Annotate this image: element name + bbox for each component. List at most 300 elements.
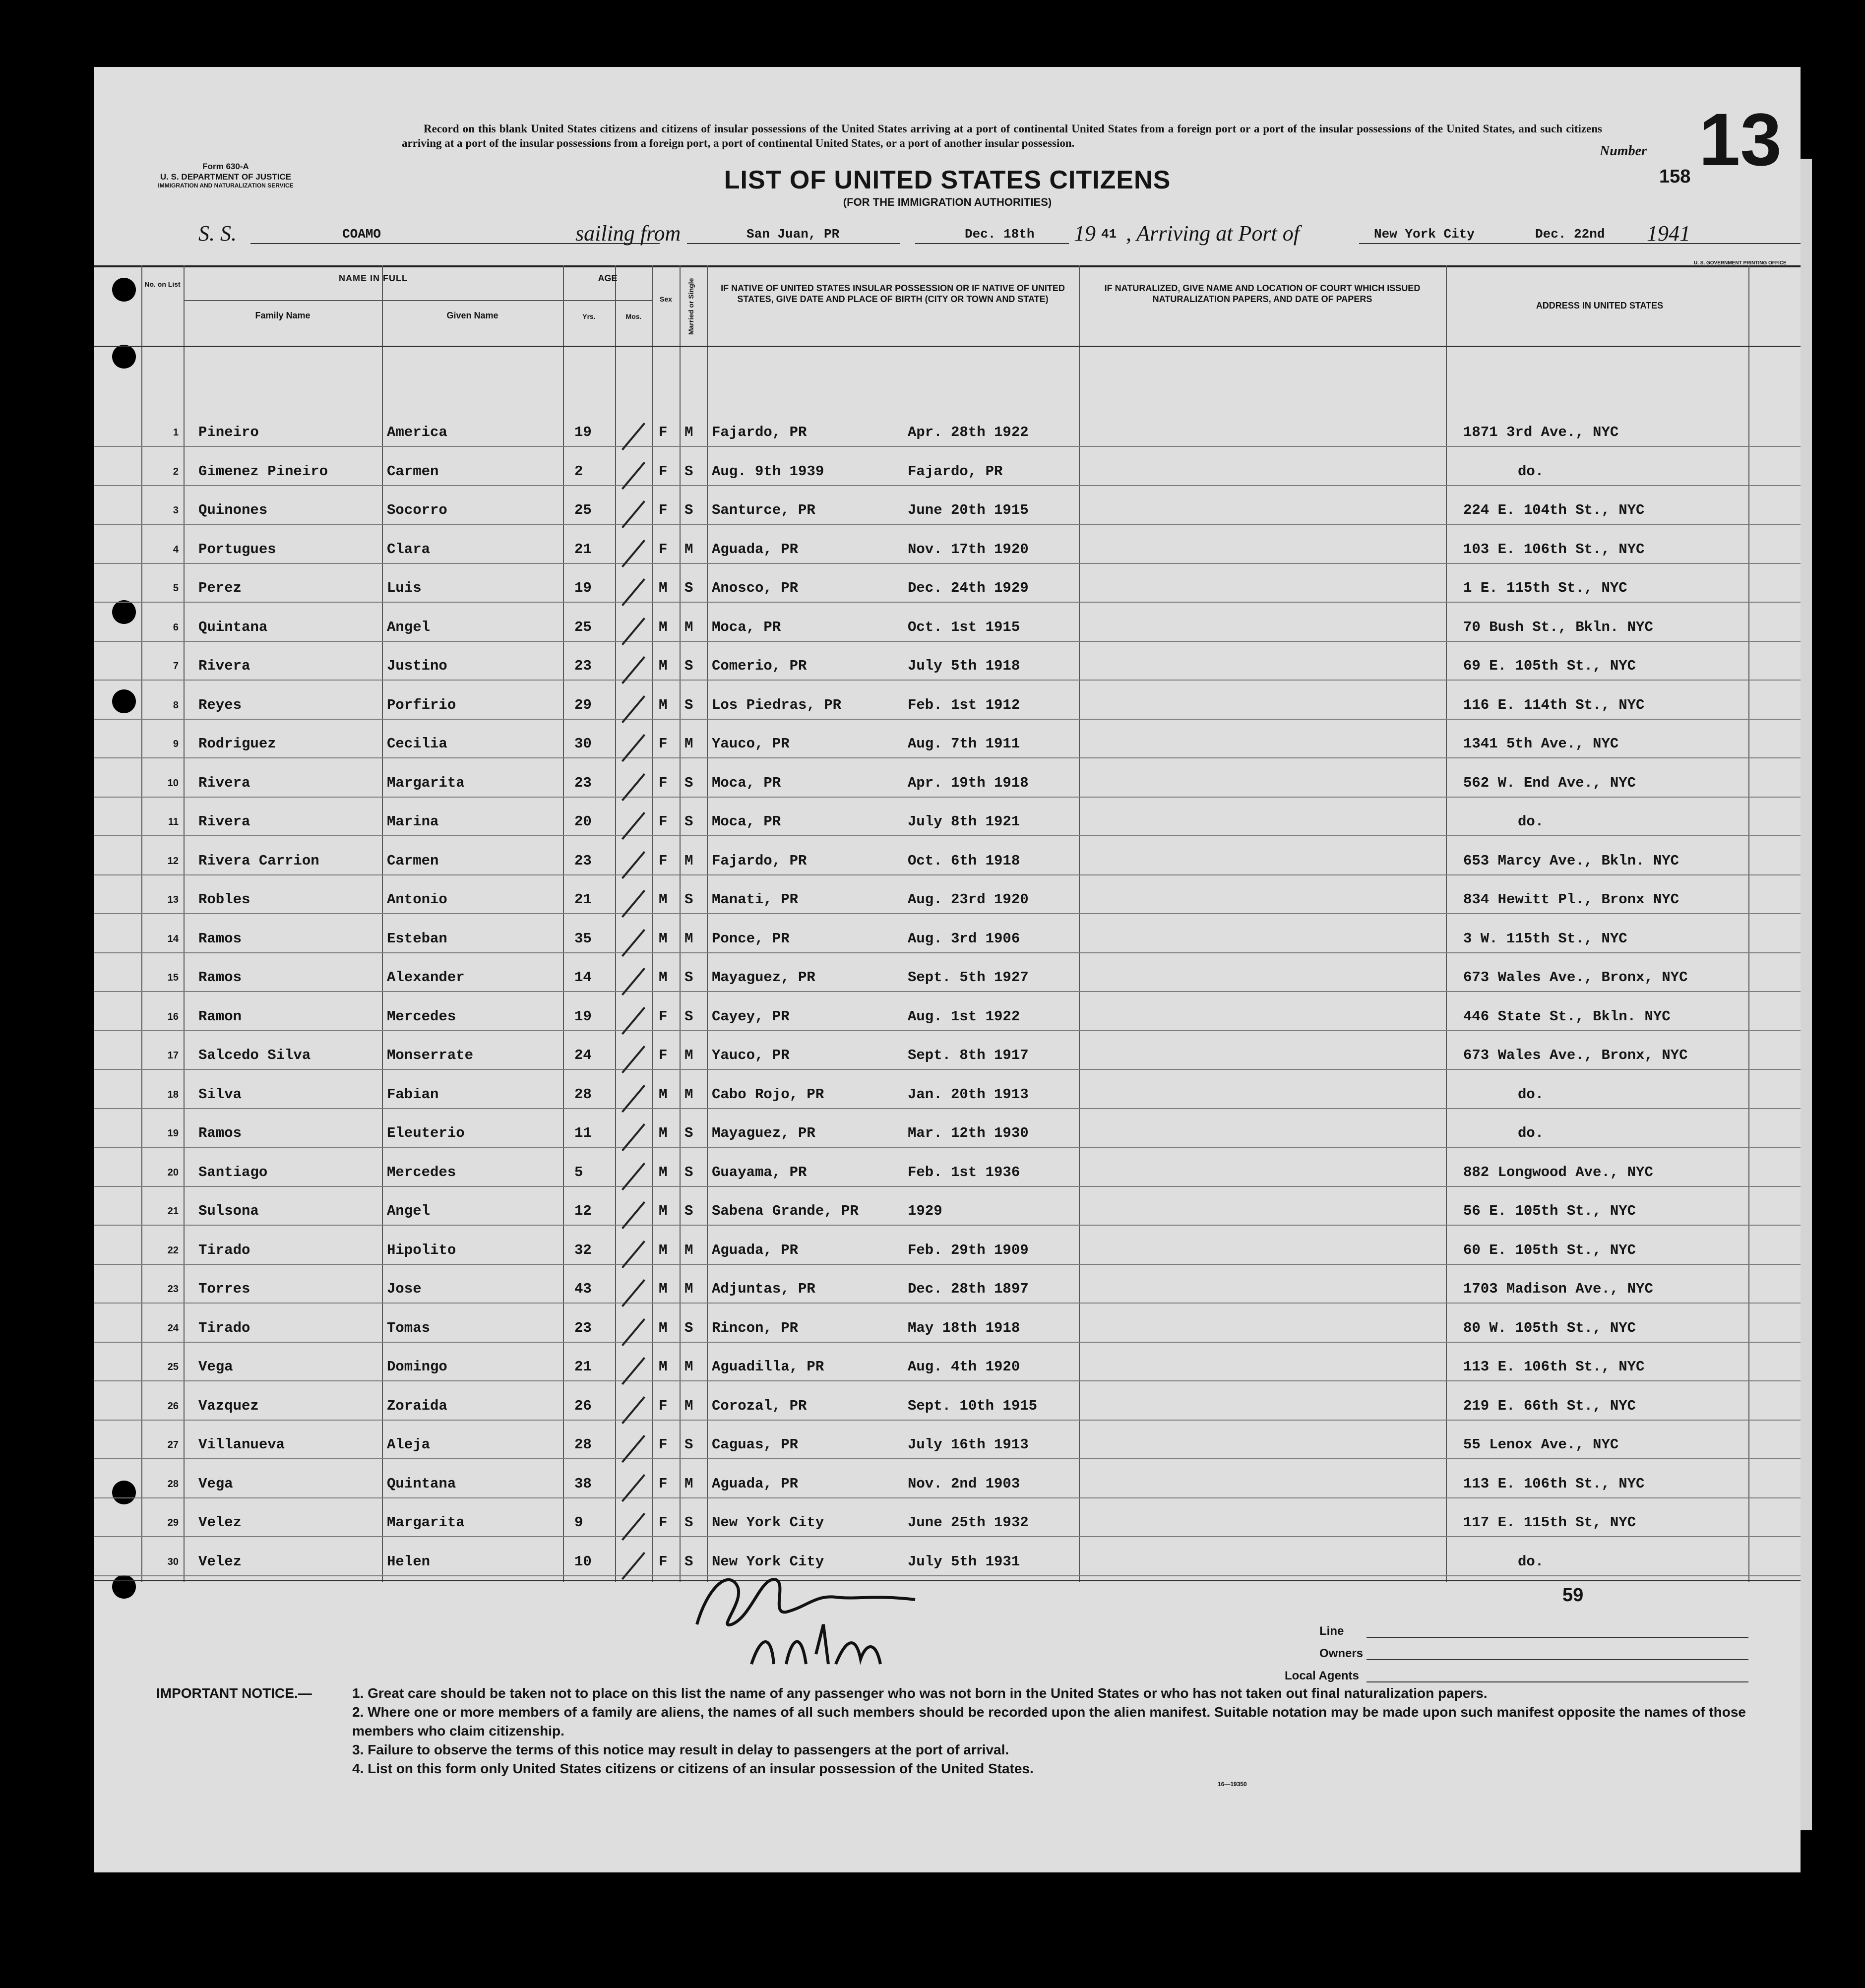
birth-date: Fajardo, PR: [908, 463, 1003, 480]
family-name: Velez: [198, 1514, 242, 1531]
birth-date: July 5th 1918: [908, 658, 1020, 674]
row-rule: [94, 1030, 1801, 1031]
address: 653 Marcy Ave., Bkln. NYC: [1463, 852, 1679, 869]
family-name: Ramon: [198, 1008, 242, 1025]
row-number: 2: [173, 466, 179, 477]
birth-date: 1929: [908, 1203, 942, 1219]
family-name: Vega: [198, 1475, 233, 1492]
port-of-departure: San Juan, PR: [746, 227, 840, 242]
given-name: Mercedes: [387, 1164, 456, 1180]
given-name: Angel: [387, 619, 431, 635]
service-name: IMMIGRATION AND NATURALIZATION SERVICE: [158, 182, 294, 189]
row-number: 7: [173, 661, 179, 672]
marital-status: S: [684, 580, 693, 596]
birth-date: May 18th 1918: [908, 1319, 1020, 1336]
birth-place: Moca, PR: [712, 774, 781, 791]
given-name: Tomas: [387, 1319, 431, 1336]
birth-place: Rincon, PR: [712, 1319, 799, 1336]
marital-status: S: [684, 1008, 693, 1025]
birth-date: Oct. 1st 1915: [908, 619, 1020, 635]
birth-date: Apr. 19th 1918: [908, 774, 1029, 791]
given-name: Helen: [387, 1553, 431, 1570]
row-number: 22: [167, 1244, 179, 1256]
row-rule: [94, 991, 1801, 992]
sex: F: [659, 736, 668, 752]
page-title: LIST OF UNITED STATES CITIZENS: [724, 166, 1171, 194]
birth-date: Dec. 28th 1897: [908, 1281, 1029, 1297]
header-no-on-list: No. on List: [144, 280, 181, 288]
age-years: 21: [574, 891, 592, 908]
header-mos: Mos.: [625, 312, 642, 320]
row-number: 29: [167, 1517, 179, 1528]
age-years: 25: [574, 502, 592, 518]
marital-status: S: [684, 1514, 693, 1531]
notice-item: 3. Failure to observe the terms of this notice may result in delay to passengers at the port of arrival.: [352, 1742, 1009, 1757]
age-years: 23: [574, 852, 592, 869]
column-rule: [563, 265, 564, 1582]
family-name: Robles: [198, 891, 250, 908]
sex: M: [659, 580, 668, 596]
marital-status: S: [684, 1553, 693, 1570]
family-name: Ramos: [198, 969, 242, 986]
address: 834 Hewitt Pl., Bronx NYC: [1463, 891, 1679, 908]
age-subheader-rule: [563, 300, 652, 301]
arrival-year: 1941: [1647, 221, 1690, 246]
row-number: 13: [167, 894, 179, 905]
sex: M: [659, 1242, 668, 1258]
birth-place: Mayaguez, PR: [712, 1125, 815, 1141]
row-rule: [94, 1147, 1801, 1148]
age-years: 2: [574, 463, 583, 480]
row-number: 26: [167, 1400, 179, 1412]
birth-date: Nov. 2nd 1903: [908, 1475, 1020, 1492]
sex: M: [659, 1319, 668, 1336]
marital-status: S: [684, 774, 693, 791]
column-rule: [707, 265, 708, 1582]
header-address: ADDRESS IN UNITED STATES: [1536, 301, 1664, 311]
marital-status: S: [684, 891, 693, 908]
sex: F: [659, 852, 668, 869]
row-rule: [94, 1342, 1801, 1343]
notice-item: 4. List on this form only United States citizens or citizens of an insular possession of the United States.: [352, 1761, 1034, 1776]
birth-place: Moca, PR: [712, 619, 781, 635]
marital-status: S: [684, 658, 693, 674]
marital-status: M: [684, 1475, 693, 1492]
marital-status: M: [684, 619, 693, 635]
age-years: 19: [574, 1008, 592, 1025]
row-rule: [94, 913, 1801, 914]
column-rule: [1079, 265, 1080, 1582]
family-name: Salcedo Silva: [198, 1047, 311, 1063]
row-rule: [94, 680, 1801, 681]
row-number: 8: [173, 699, 179, 711]
address: do.: [1518, 463, 1544, 480]
row-rule: [94, 524, 1801, 525]
birth-date: Aug. 7th 1911: [908, 736, 1020, 752]
birth-date: June 25th 1932: [908, 1514, 1029, 1531]
row-number: 30: [167, 1556, 179, 1567]
given-name: Zoraida: [387, 1397, 447, 1414]
birth-date: July 16th 1913: [908, 1436, 1029, 1453]
family-name: Silva: [198, 1086, 242, 1103]
header-given-name: Given Name: [446, 311, 498, 320]
birth-date: Aug. 23rd 1920: [908, 891, 1029, 908]
birth-date: Aug. 4th 1920: [908, 1359, 1020, 1375]
age-years: 19: [574, 424, 592, 440]
address: 3 W. 115th St., NYC: [1463, 930, 1627, 947]
family-name: Santiago: [198, 1164, 268, 1180]
family-name: Perez: [198, 580, 242, 596]
column-rule: [141, 265, 142, 1582]
marital-status: S: [684, 1319, 693, 1336]
line-field: [1367, 1637, 1748, 1638]
row-rule: [94, 563, 1801, 564]
table-top-rule: [94, 265, 1801, 267]
marital-status: S: [684, 1125, 693, 1141]
family-name: Sulsona: [198, 1203, 259, 1219]
family-name: Rivera: [198, 813, 250, 830]
address: 1 E. 115th St., NYC: [1463, 580, 1627, 596]
row-rule: [94, 1264, 1801, 1265]
sex: F: [659, 1514, 668, 1531]
marital-status: M: [684, 424, 693, 440]
birth-date: Dec. 24th 1929: [908, 580, 1029, 596]
row-number: 15: [167, 972, 179, 983]
sex: M: [659, 1281, 668, 1297]
address: 562 W. End Ave., NYC: [1463, 774, 1636, 791]
local-agents-field: [1367, 1681, 1748, 1682]
age-years: 25: [574, 619, 592, 635]
given-name: Angel: [387, 1203, 431, 1219]
marital-status: M: [684, 1281, 693, 1297]
marital-status: S: [684, 1164, 693, 1180]
punch-hole: [112, 689, 136, 713]
birth-date: Oct. 6th 1918: [908, 852, 1020, 869]
age-years: 32: [574, 1242, 592, 1258]
age-years: 23: [574, 1319, 592, 1336]
birth-place: Aguada, PR: [712, 1242, 799, 1258]
column-rule: [1748, 265, 1749, 1582]
address: 882 Longwood Ave., NYC: [1463, 1164, 1653, 1180]
punch-hole: [112, 1575, 136, 1599]
row-rule: [94, 446, 1801, 447]
sex: M: [659, 1203, 668, 1219]
row-rule: [94, 719, 1801, 720]
punch-hole: [112, 345, 136, 369]
address: 55 Lenox Ave., NYC: [1463, 1436, 1619, 1453]
birth-date: July 5th 1931: [908, 1553, 1020, 1570]
age-years: 29: [574, 696, 592, 713]
address: 113 E. 106th St., NYC: [1463, 1359, 1645, 1375]
row-number: 16: [167, 1011, 179, 1022]
notice-item: 2. Where one or more members of a family are aliens, the names of all such members should be recorded upon the alien manifest. Suitable notation may be made upon such manifest opposite the names of those members who claim citizenship.: [352, 1704, 1746, 1739]
row-number: 14: [167, 933, 179, 944]
birth-date: Feb. 29th 1909: [908, 1242, 1029, 1258]
family-name: Ramos: [198, 1125, 242, 1141]
given-name: Socorro: [387, 502, 447, 518]
row-rule: [94, 485, 1801, 486]
row-number: 10: [167, 777, 179, 789]
marital-status: M: [684, 541, 693, 558]
row-number: 3: [173, 505, 179, 516]
family-name: Velez: [198, 1553, 242, 1570]
row-number: 5: [173, 583, 179, 594]
row-number: 6: [173, 621, 179, 633]
birth-place: Moca, PR: [712, 813, 781, 830]
row-rule: [94, 1069, 1801, 1070]
handwritten-list-number: 13: [1699, 98, 1782, 181]
family-name: Portugues: [198, 541, 276, 558]
birth-date: Nov. 17th 1920: [908, 541, 1029, 558]
birth-date: Feb. 1st 1936: [908, 1164, 1020, 1180]
age-years: 21: [574, 1359, 592, 1375]
row-rule: [94, 1497, 1801, 1498]
row-number: 24: [167, 1322, 179, 1334]
family-name: Torres: [198, 1281, 250, 1297]
given-name: Justino: [387, 658, 447, 674]
row-rule: [94, 1380, 1801, 1381]
age-years: 30: [574, 736, 592, 752]
family-name: Rivera Carrion: [198, 852, 319, 869]
sex: F: [659, 1008, 668, 1025]
number-label: Number: [1600, 143, 1647, 159]
marital-status: M: [684, 1359, 693, 1375]
date-underline: [915, 243, 1069, 244]
birth-place: Santurce, PR: [712, 502, 815, 518]
marital-status: M: [684, 1242, 693, 1258]
birth-date: Feb. 1st 1912: [908, 696, 1020, 713]
punch-hole: [112, 278, 136, 302]
given-name: Fabian: [387, 1086, 439, 1103]
family-name: Rivera: [198, 658, 250, 674]
birth-place: Fajardo, PR: [712, 852, 807, 869]
notice-item: 1. Great care should be taken not to place on this list the name of any passenger who was not born in the United States or who has not taken out final naturalization papers.: [352, 1685, 1488, 1701]
address: 70 Bush St., Bkln. NYC: [1463, 619, 1653, 635]
birth-place: Mayaguez, PR: [712, 969, 815, 986]
age-years: 43: [574, 1281, 592, 1297]
name-subheader-rule: [184, 300, 563, 301]
departure-year: 41: [1101, 227, 1117, 242]
age-years: 19: [574, 580, 592, 596]
sex: F: [659, 774, 668, 791]
document-code: 16—19350: [1218, 1781, 1247, 1788]
address: 103 E. 106th St., NYC: [1463, 541, 1645, 558]
family-name: Villanueva: [198, 1436, 285, 1453]
given-name: Clara: [387, 541, 431, 558]
sex: M: [659, 658, 668, 674]
birth-date: Aug. 1st 1922: [908, 1008, 1020, 1025]
ship-name: COAMO: [342, 227, 381, 242]
marital-status: S: [684, 813, 693, 830]
age-years: 5: [574, 1164, 583, 1180]
address: 80 W. 105th St., NYC: [1463, 1319, 1636, 1336]
birth-place: Aug. 9th 1939: [712, 463, 824, 480]
gpo-mark: U. S. GOVERNMENT PRINTING OFFICE: [1694, 260, 1787, 266]
footer-number: 59: [1562, 1585, 1584, 1606]
address: 116 E. 114th St., NYC: [1463, 696, 1645, 713]
birth-place: New York City: [712, 1553, 824, 1570]
given-name: Jose: [387, 1281, 422, 1297]
sex: M: [659, 969, 668, 986]
marital-status: M: [684, 1086, 693, 1103]
sex: M: [659, 891, 668, 908]
header-yrs: Yrs.: [582, 312, 596, 320]
form-instructions: Record on this blank United States citizens and citizens of insular possessions of the United States arriving at a port of continental United States from a foreign port or a port of the insular possessions of the United States, and such citizens arriving at a port of the insular possessions from a foreign port, a port of continental United States, or a port of another insular possession.: [402, 123, 1602, 149]
page-number: 158: [1659, 166, 1691, 187]
row-rule: [94, 874, 1801, 875]
birth-place: Cabo Rojo, PR: [712, 1086, 824, 1103]
header-sex: Sex: [660, 295, 672, 303]
header-bottom-rule: [94, 346, 1801, 347]
birth-place: Caguas, PR: [712, 1436, 799, 1453]
given-name: Monserrate: [387, 1047, 474, 1063]
sex: F: [659, 1047, 668, 1063]
marital-status: S: [684, 1436, 693, 1453]
sex: M: [659, 1086, 668, 1103]
birth-place: Guayama, PR: [712, 1164, 807, 1180]
address: 69 E. 105th St., NYC: [1463, 658, 1636, 674]
row-number: 19: [167, 1128, 179, 1139]
manifest-sheet: [94, 67, 1801, 1872]
address: do.: [1518, 1553, 1544, 1570]
given-name: Quintana: [387, 1475, 456, 1492]
row-number: 1: [173, 427, 179, 438]
given-name: Carmen: [387, 463, 439, 480]
owners-label: Owners: [1319, 1647, 1364, 1660]
birth-place: Anosco, PR: [712, 580, 799, 596]
address: 1703 Madison Ave., NYC: [1463, 1281, 1653, 1297]
header-naturalized: IF NATURALIZED, GIVE NAME AND LOCATION OF COURT WHICH ISSUED NATURALIZATION PAPERS, AND DATE OF PAPERS: [1104, 283, 1421, 304]
handwritten-signature: [687, 1515, 1004, 1679]
port-of-arrival: New York City: [1374, 227, 1475, 242]
row-number: 20: [167, 1167, 179, 1178]
given-name: Porfirio: [387, 696, 456, 713]
birth-date: Sept. 10th 1915: [908, 1397, 1038, 1414]
family-name: Tirado: [198, 1242, 250, 1258]
birth-place: Adjuntas, PR: [712, 1281, 815, 1297]
header-family-name: Family Name: [255, 311, 311, 320]
notice-heading: IMPORTANT NOTICE.—: [156, 1685, 312, 1701]
birth-date: Sept. 5th 1927: [908, 969, 1029, 986]
sex: F: [659, 1397, 668, 1414]
row-number: 18: [167, 1089, 179, 1100]
given-name: Mercedes: [387, 1008, 456, 1025]
birth-place: Manati, PR: [712, 891, 799, 908]
year-prefix: 19: [1074, 221, 1096, 246]
ss-label: S. S.: [198, 221, 237, 246]
local-agents-label: Local Agents: [1285, 1669, 1359, 1682]
address: do.: [1518, 1125, 1544, 1141]
marital-status: S: [684, 969, 693, 986]
birth-date: Apr. 28th 1922: [908, 424, 1029, 440]
header-birth: IF NATIVE OF UNITED STATES INSULAR POSSESSION OR IF NATIVE OF UNITED STATES, GIVE DATE AND PLACE OF BIRTH (CITY OR TOWN AND STATE): [721, 283, 1065, 304]
address: 113 E. 106th St., NYC: [1463, 1475, 1645, 1492]
age-years: 12: [574, 1203, 592, 1219]
row-rule: [94, 641, 1801, 642]
row-number: 23: [167, 1284, 179, 1295]
sex: F: [659, 541, 668, 558]
column-rule: [1446, 265, 1447, 1582]
row-rule: [94, 602, 1801, 603]
column-rule: [680, 265, 681, 1582]
marital-status: S: [684, 1203, 693, 1219]
sex: M: [659, 1125, 668, 1141]
birth-place: Aguada, PR: [712, 541, 799, 558]
family-name: Ramos: [198, 930, 242, 947]
sex: M: [659, 930, 668, 947]
birth-place: Yauco, PR: [712, 736, 790, 752]
address: 219 E. 66th St., NYC: [1463, 1397, 1636, 1414]
row-number: 25: [167, 1362, 179, 1372]
marital-status: M: [684, 852, 693, 869]
family-name: Vega: [198, 1359, 233, 1375]
birth-place: Fajardo, PR: [712, 424, 807, 440]
birth-date: Sept. 8th 1917: [908, 1047, 1029, 1063]
family-name: Rodriguez: [198, 736, 276, 752]
address: 224 E. 104th St., NYC: [1463, 502, 1645, 518]
row-rule: [94, 1225, 1801, 1226]
arrival-underline: [1359, 243, 1801, 244]
birth-place: Cayey, PR: [712, 1008, 790, 1025]
row-number: 27: [167, 1439, 179, 1450]
row-rule: [94, 835, 1801, 836]
birth-place: Comerio, PR: [712, 658, 807, 674]
row-rule: [94, 1303, 1801, 1304]
birth-date: Mar. 12th 1930: [908, 1125, 1029, 1141]
row-number: 9: [173, 739, 179, 749]
age-years: 10: [574, 1553, 592, 1570]
department-name: U. S. DEPARTMENT OF JUSTICE: [160, 172, 292, 182]
row-rule: [94, 1458, 1801, 1459]
given-name: Hipolito: [387, 1242, 456, 1258]
marital-status: M: [684, 736, 693, 752]
row-number: 4: [173, 544, 179, 555]
given-name: Eleuterio: [387, 1125, 465, 1141]
given-name: Antonio: [387, 891, 447, 908]
sex: M: [659, 619, 668, 635]
address: do.: [1518, 813, 1544, 830]
given-name: Esteban: [387, 930, 447, 947]
age-years: 28: [574, 1086, 592, 1103]
row-rule: [94, 797, 1801, 798]
marital-status: M: [684, 1047, 693, 1063]
sex: M: [659, 696, 668, 713]
column-rule: [382, 265, 383, 1582]
birth-place: Sabena Grande, PR: [712, 1203, 859, 1219]
given-name: Alexander: [387, 969, 465, 986]
birth-date: Jan. 20th 1913: [908, 1086, 1029, 1103]
given-name: Domingo: [387, 1359, 447, 1375]
given-name: Marina: [387, 813, 439, 830]
age-years: 23: [574, 774, 592, 791]
marital-status: M: [684, 1397, 693, 1414]
marital-status: S: [684, 696, 693, 713]
given-name: Luis: [387, 580, 422, 596]
family-name: Pineiro: [198, 424, 259, 440]
header-age: AGE: [598, 273, 618, 283]
age-years: 21: [574, 541, 592, 558]
age-years: 11: [574, 1125, 592, 1141]
family-name: Quinones: [198, 502, 268, 518]
age-years: 9: [574, 1514, 583, 1531]
given-name: Margarita: [387, 774, 465, 791]
row-rule: [94, 757, 1801, 758]
address: 1341 5th Ave., NYC: [1463, 736, 1619, 752]
sex: M: [659, 1164, 668, 1180]
address: 673 Wales Ave., Bronx, NYC: [1463, 1047, 1688, 1063]
birth-place: Aguada, PR: [712, 1475, 799, 1492]
address: 673 Wales Ave., Bronx, NYC: [1463, 969, 1688, 986]
